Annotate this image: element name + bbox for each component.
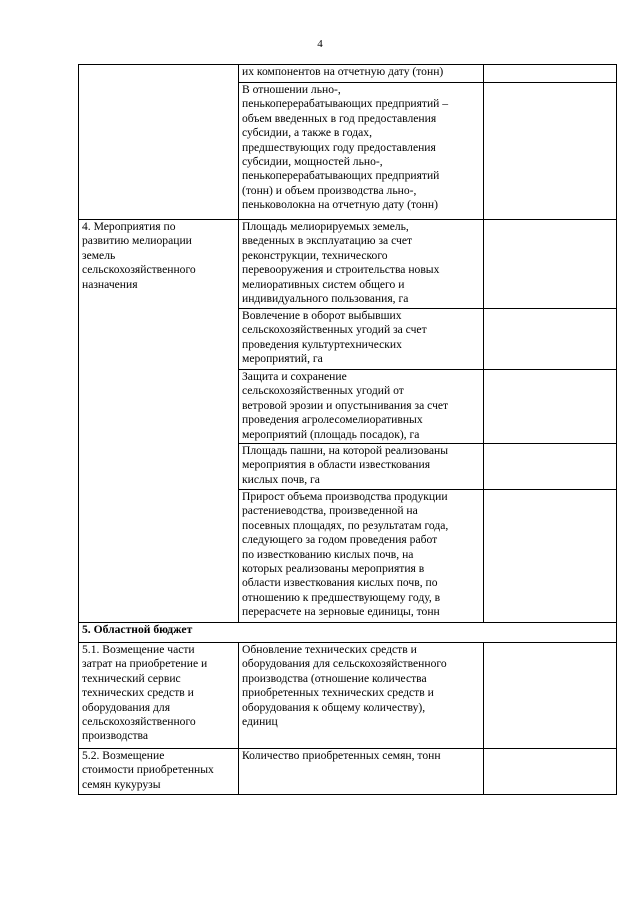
indicator-cell: Вовлечение в оборот выбывших сельскохозяйственных угодий за счет проведения культуртехнических мероприятий, га	[239, 309, 484, 370]
measure-cell: 4. Мероприятия по развитию мелиорации земель сельскохозяйственного назначения	[79, 220, 239, 623]
indicator-cell: Защита и сохранение сельскохозяйственных угодий от ветровой эрозии и опустынивания за счет проведения агролесомелиоративных мероприятий (площадь посадок), га	[239, 370, 484, 444]
value-cell	[484, 65, 617, 83]
value-cell	[484, 309, 617, 370]
value-cell	[484, 749, 617, 795]
indicator-cell: их компонентов на отчетную дату (тонн)	[239, 65, 484, 83]
indicator-cell: Площадь пашни, на которой реализованы мероприятия в области известкования кислых почв, га	[239, 444, 484, 490]
value-cell	[484, 643, 617, 749]
indicator-cell: В отношении льно-, пенькоперерабатывающих предприятий – объем введенных в год предоставления субсидии, а также в годах, предшествующих году предоставления субсидии, мощностей льно-, пенькоперерабатывающих предприятий (тонн) и объем производства льно-, пеньковолокна на отчетную дату (тонн)	[239, 83, 484, 220]
section-title: 5. Областной бюджет	[79, 623, 617, 643]
indicators-table	[78, 64, 617, 795]
indicator-cell: Прирост объема производства продукции растениеводства, произведенной на посевных площадях, по результатам года, следующего за годом проведения работ по известкованию кислых почв, на которых реализованы мероприятия в области известкования кислых почв, по отношению к предшествующему году, в перерасчете на зерновые единицы, тонн	[239, 490, 484, 623]
page-number: 4	[317, 38, 323, 50]
indicator-cell: Площадь мелиорируемых земель, введенных в эксплуатацию за счет реконструкции, технического перевооружения и строительства новых мелиоративных систем общего и индивидуального пользования, га	[239, 220, 484, 309]
section-header-row	[79, 623, 617, 643]
table-row	[79, 643, 617, 749]
table-row	[79, 65, 617, 83]
measure-cell	[79, 65, 239, 220]
measure-cell: 5.1. Возмещение части затрат на приобретение и технический сервис технических средств и оборудования для сельскохозяйственного производства	[79, 643, 239, 749]
indicator-cell: Количество приобретенных семян, тонн	[239, 749, 484, 795]
value-cell	[484, 220, 617, 309]
value-cell	[484, 83, 617, 220]
measure-cell: 5.2. Возмещение стоимости приобретенных семян кукурузы	[79, 749, 239, 795]
table-row	[79, 220, 617, 309]
table-row	[79, 749, 617, 795]
value-cell	[484, 444, 617, 490]
value-cell	[484, 370, 617, 444]
indicator-cell: Обновление технических средств и оборудования для сельскохозяйственного производства (отношение количества приобретенных технических средств и оборудования к общему количеству), единиц	[239, 643, 484, 749]
value-cell	[484, 490, 617, 623]
